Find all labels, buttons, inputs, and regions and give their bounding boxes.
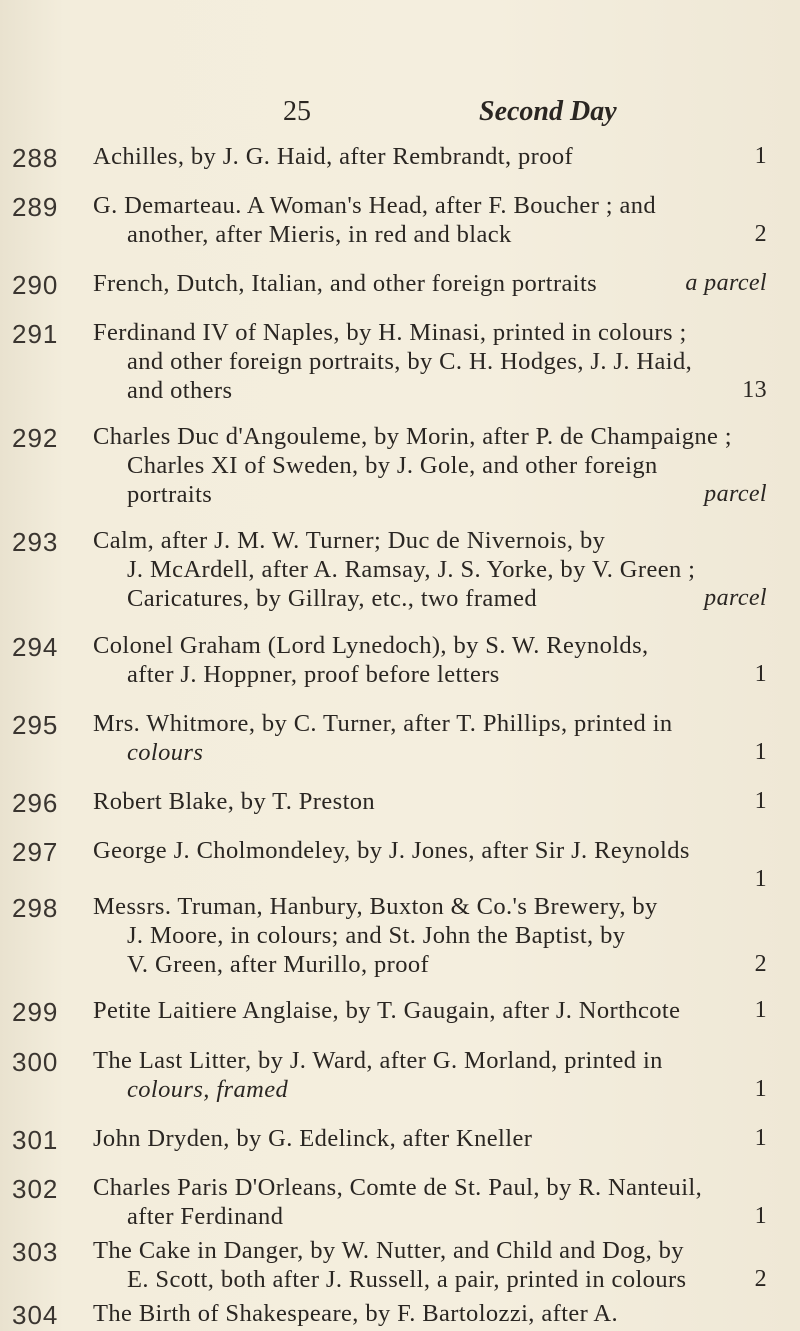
lot-description bbox=[93, 423, 783, 451]
lot-quantity: 1 bbox=[754, 866, 767, 892]
lot-description-continued bbox=[127, 951, 783, 979]
lot-description-continued bbox=[127, 481, 783, 509]
lot-line-text: The Birth of Shakespeare, by F. Bartolozzi, after A. bbox=[93, 1300, 619, 1327]
lot-description-continued bbox=[127, 556, 783, 584]
lot-description bbox=[93, 1047, 783, 1075]
lot-description-continued bbox=[127, 585, 783, 613]
lot-line-text: J. Moore, in colours; and St. John the Baptist, by bbox=[127, 922, 626, 949]
lot-number: 302 bbox=[12, 1174, 59, 1204]
lot-quantity: 1 bbox=[754, 739, 767, 765]
lot-description bbox=[93, 192, 783, 220]
lot-description-continued bbox=[127, 922, 783, 950]
lot-quantity: 1 bbox=[754, 143, 767, 169]
lot-quantity: parcel bbox=[704, 481, 767, 507]
lot-number: 288 bbox=[12, 143, 59, 173]
lot-description bbox=[93, 143, 783, 171]
lot-number: 300 bbox=[12, 1047, 59, 1077]
lot-line-text: John Dryden, by G. Edelinck, after Kneller bbox=[93, 1125, 533, 1152]
lot-number: 304 bbox=[12, 1300, 59, 1330]
lot-line-text: Charles XI of Sweden, by J. Gole, and other foreign bbox=[127, 452, 658, 479]
running-head: Second Day bbox=[479, 96, 617, 127]
lot-number: 291 bbox=[12, 319, 59, 349]
lot-line-text: E. Scott, both after J. Russell, a pair, printed in colours bbox=[127, 1266, 687, 1293]
lot-description bbox=[93, 710, 783, 738]
lot-number: 297 bbox=[12, 837, 59, 867]
lot-line-text: The Cake in Danger, by W. Nutter, and Child and Dog, by bbox=[93, 1237, 684, 1264]
lot-line-text: another, after Mieris, in red and black bbox=[127, 221, 512, 248]
lot-description-continued bbox=[127, 348, 783, 376]
lot-quantity: 1 bbox=[754, 661, 767, 687]
lot-line-text: V. Green, after Murillo, proof bbox=[127, 951, 430, 978]
lot-quantity: 13 bbox=[742, 377, 767, 403]
lot-quantity: 1 bbox=[754, 1203, 767, 1229]
lot-number: 298 bbox=[12, 893, 59, 923]
lot-description-continued bbox=[127, 221, 783, 249]
lot-description-continued bbox=[127, 1076, 783, 1104]
lot-quantity: parcel bbox=[704, 585, 767, 611]
lot-line-text: French, Dutch, Italian, and other foreign portraits bbox=[93, 270, 598, 297]
lot-line-text: Charles Duc d'Angouleme, by Morin, after P. de Champaigne ; bbox=[93, 423, 733, 450]
lot-number: 293 bbox=[12, 527, 59, 557]
lot-description bbox=[93, 1237, 783, 1265]
lot-quantity: 1 bbox=[754, 997, 767, 1023]
lot-description bbox=[93, 788, 783, 816]
lot-description bbox=[93, 893, 783, 921]
lot-line-text: colours bbox=[127, 739, 204, 766]
lot-number: 303 bbox=[12, 1237, 59, 1267]
lot-number: 289 bbox=[12, 192, 59, 222]
lot-description bbox=[93, 527, 783, 555]
lot-number: 296 bbox=[12, 788, 59, 818]
lot-line-text: Ferdinand IV of Naples, by H. Minasi, printed in colours ; bbox=[93, 319, 687, 346]
lot-description-continued bbox=[127, 452, 783, 480]
lot-line-text: portraits bbox=[127, 481, 213, 508]
lot-line-text: Achilles, by J. G. Haid, after Rembrandt, proof bbox=[93, 143, 574, 170]
lot-line-text: colours, framed bbox=[127, 1076, 289, 1103]
lot-description bbox=[93, 837, 783, 865]
lot-description bbox=[93, 270, 783, 298]
lot-number: 301 bbox=[12, 1125, 59, 1155]
lot-quantity: 2 bbox=[754, 1266, 767, 1292]
lot-description bbox=[93, 1125, 783, 1153]
lot-description bbox=[93, 997, 783, 1025]
lot-description bbox=[93, 632, 783, 660]
lot-description-continued bbox=[127, 661, 783, 689]
lot-description bbox=[93, 319, 783, 347]
lot-description-continued bbox=[127, 739, 783, 767]
lot-line-text: G. Demarteau. A Woman's Head, after F. Boucher ; and bbox=[93, 192, 657, 219]
lot-line-text: Mrs. Whitmore, by C. Turner, after T. Phillips, printed in bbox=[93, 710, 673, 737]
lot-line-text: George J. Cholmondeley, by J. Jones, after Sir J. Reynolds bbox=[93, 837, 690, 864]
lot-quantity: a parcel bbox=[685, 270, 767, 296]
lot-description-continued bbox=[127, 1266, 783, 1294]
lot-quantity: 1 bbox=[754, 788, 767, 814]
lot-description bbox=[93, 1174, 783, 1202]
lot-description-continued bbox=[127, 377, 783, 405]
lot-line-text: Charles Paris D'Orleans, Comte de St. Paul, by R. Nanteuil, bbox=[93, 1174, 703, 1201]
lot-description bbox=[93, 1300, 783, 1328]
lot-quantity: 2 bbox=[754, 221, 767, 247]
lot-number: 290 bbox=[12, 270, 59, 300]
lot-number: 292 bbox=[12, 423, 59, 453]
lot-quantity: 1 bbox=[754, 1076, 767, 1102]
lot-line-text: after Ferdinand bbox=[127, 1203, 284, 1230]
lot-line-text: and others bbox=[127, 377, 233, 404]
lot-description-continued bbox=[127, 1203, 783, 1231]
lot-line-text: after J. Hoppner, proof before letters bbox=[127, 661, 500, 688]
lot-number: 295 bbox=[12, 710, 59, 740]
lot-line-text: Calm, after J. M. W. Turner; Duc de Nivernois, by bbox=[93, 527, 606, 554]
lot-line-text: Messrs. Truman, Hanbury, Buxton & Co.'s Brewery, by bbox=[93, 893, 658, 920]
lot-line-text: Colonel Graham (Lord Lynedoch), by S. W. Reynolds, bbox=[93, 632, 649, 659]
lot-line-text: The Last Litter, by J. Ward, after G. Morland, printed in bbox=[93, 1047, 663, 1074]
lot-number: 294 bbox=[12, 632, 59, 662]
lot-quantity: 2 bbox=[754, 951, 767, 977]
lot-line-text: and other foreign portraits, by C. H. Hodges, J. J. Haid, bbox=[127, 348, 693, 375]
lot-line-text: Robert Blake, by T. Preston bbox=[93, 788, 376, 815]
lot-line-text: Caricatures, by Gillray, etc., two framed bbox=[127, 585, 538, 612]
lot-line-text: J. McArdell, after A. Ramsay, J. S. Yorke, by V. Green ; bbox=[127, 556, 696, 583]
page-number: 25 bbox=[283, 96, 311, 127]
lot-line-text: Petite Laitiere Anglaise, by T. Gaugain, after J. Northcote bbox=[93, 997, 681, 1024]
page-header bbox=[0, 96, 800, 136]
lot-number: 299 bbox=[12, 997, 59, 1027]
lot-quantity: 1 bbox=[754, 1125, 767, 1151]
